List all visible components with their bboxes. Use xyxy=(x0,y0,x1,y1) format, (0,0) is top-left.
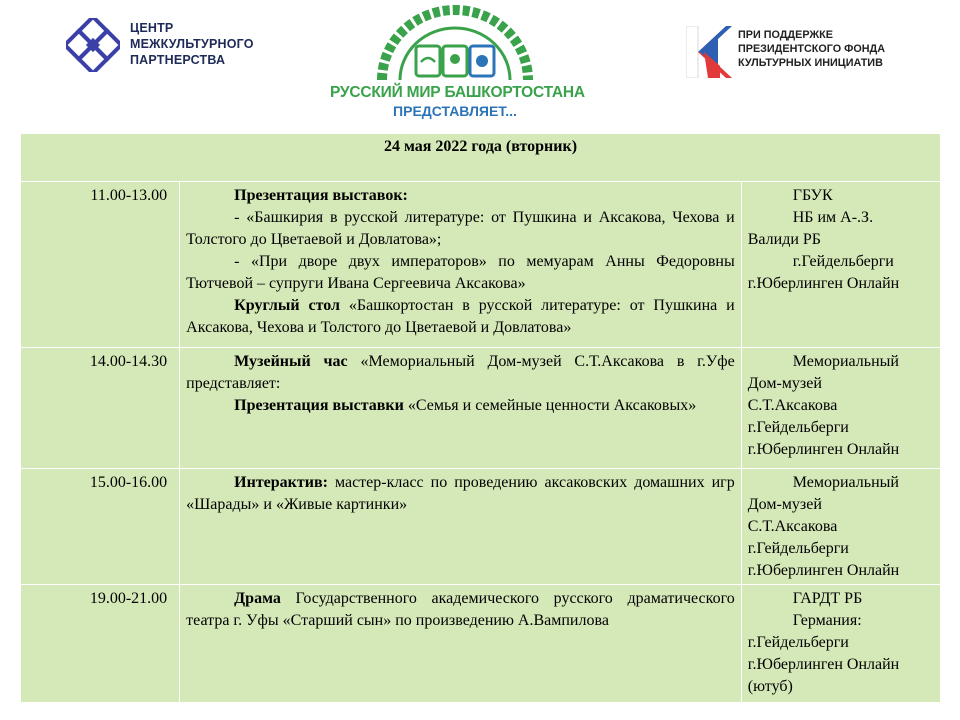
description-cell xyxy=(180,348,742,469)
location-line: г.Юберлинген Онлайн xyxy=(747,441,900,458)
location-line: С.Т.Аксакова xyxy=(747,518,838,535)
right-logo-line-3: КУЛЬТУРНЫХ ИНИЦИАТИВ xyxy=(738,57,883,69)
table-row xyxy=(21,585,941,703)
location-line: г.Гейдельберги xyxy=(747,540,849,557)
location-line: Валиди РБ xyxy=(747,231,821,248)
left-logo-line-1: ЦЕНТР xyxy=(130,21,174,35)
table-row xyxy=(21,348,941,469)
russian-world-bashkortostan-logo xyxy=(330,4,585,124)
event-title: Презентация выставки xyxy=(234,397,404,414)
location-line: Дом-музей xyxy=(747,375,822,392)
event-text: Государственного академического русского драматического театра г. Уфы «Старший сын» по произведению А.Вампилова xyxy=(186,590,735,629)
event-text: «Семья и семейные ценности Аксаковых» xyxy=(403,397,697,414)
description-cell xyxy=(180,469,742,585)
event-text: «Башкортостан в русской литературе: от Пушкина и Аксакова, Чехова и Толстого до Цветаевой и Довлатова» xyxy=(186,297,735,336)
event-title: Презентация выставок: xyxy=(234,187,408,204)
ornament-icon xyxy=(66,18,120,72)
location-cell xyxy=(741,348,940,469)
location-line: С.Т.Аксакова xyxy=(747,397,838,414)
event-title: Драма xyxy=(234,590,281,607)
location-line: Мемориальный xyxy=(792,353,899,370)
location-line: г.Гейдельберги xyxy=(747,634,849,651)
event-title: Интерактив: xyxy=(234,474,328,491)
location-line: г.Гейдельберги xyxy=(747,419,849,436)
table-row xyxy=(21,182,941,348)
event-text: «Мемориальный Дом-музей С.Т.Аксакова в г.Уфе представляет: xyxy=(186,353,735,392)
flag-k-icon xyxy=(686,26,732,78)
event-title: Музейный час xyxy=(234,353,348,370)
left-logo-line-3: ПАРТНЕРСТВА xyxy=(130,53,226,67)
center-logo-subtitle: ПРЕДСТАВЛЯЕТ... xyxy=(393,103,517,119)
location-line: г.Гейдельберги xyxy=(792,253,894,270)
time-cell: 14.00-14.30 xyxy=(21,348,180,469)
time-cell: 19.00-21.00 xyxy=(21,585,180,703)
description-cell xyxy=(180,182,742,348)
location-line: г.Юберлинген Онлайн xyxy=(747,562,900,579)
arch-emblem-icon xyxy=(374,4,536,82)
location-cell xyxy=(741,182,940,348)
center-logo-title: РУССКИЙ МИР БАШКОРТОСТАНА xyxy=(330,84,585,101)
event-text: - «При дворе двух императоров» по мемуарам Анны Федоровны Тютчевой – супруги Ивана Сергеевича Аксакова» xyxy=(186,253,735,292)
location-cell xyxy=(741,585,940,703)
event-text: мастер-класс по проведению аксаковских домашних игр «Шарады» и «Живые картинки» xyxy=(186,474,735,513)
location-line: (ютуб) xyxy=(747,678,793,695)
event-schedule-table xyxy=(20,133,941,703)
location-line: Германия: xyxy=(792,612,862,629)
event-title: Круглый стол xyxy=(234,297,340,314)
time-cell: 15.00-16.00 xyxy=(21,469,180,585)
time-cell: 11.00-13.00 xyxy=(21,182,180,348)
left-logo-line-2: МЕЖКУЛЬТУРНОГО xyxy=(130,37,254,51)
location-line: г.Юберлинген Онлайн xyxy=(747,275,900,292)
location-cell xyxy=(741,469,940,585)
date-header-row xyxy=(21,134,941,182)
description-cell xyxy=(180,585,742,703)
table-row xyxy=(21,469,941,585)
right-logo-line-1: ПРИ ПОДДЕРЖКЕ xyxy=(738,29,833,41)
date-header: 24 мая 2022 года (вторник) xyxy=(21,134,941,182)
location-line: г.Юберлинген Онлайн xyxy=(747,656,900,673)
location-line: Мемориальный xyxy=(792,474,899,491)
right-logo-line-2: ПРЕЗИДЕНТСКОГО ФОНДА xyxy=(738,43,886,55)
location-line: НБ им А-.З. xyxy=(792,209,874,226)
presidential-fund-logo xyxy=(686,26,936,80)
location-line: Дом-музей xyxy=(747,496,822,513)
location-line: ГАРДТ РБ xyxy=(792,590,863,607)
intercultural-center-logo xyxy=(66,18,266,72)
event-text: - «Башкирия в русской литературе: от Пушкина и Аксакова, Чехова и Толстого до Цветаевой и Довлатова»; xyxy=(186,209,735,248)
location-line: ГБУК xyxy=(792,187,833,204)
